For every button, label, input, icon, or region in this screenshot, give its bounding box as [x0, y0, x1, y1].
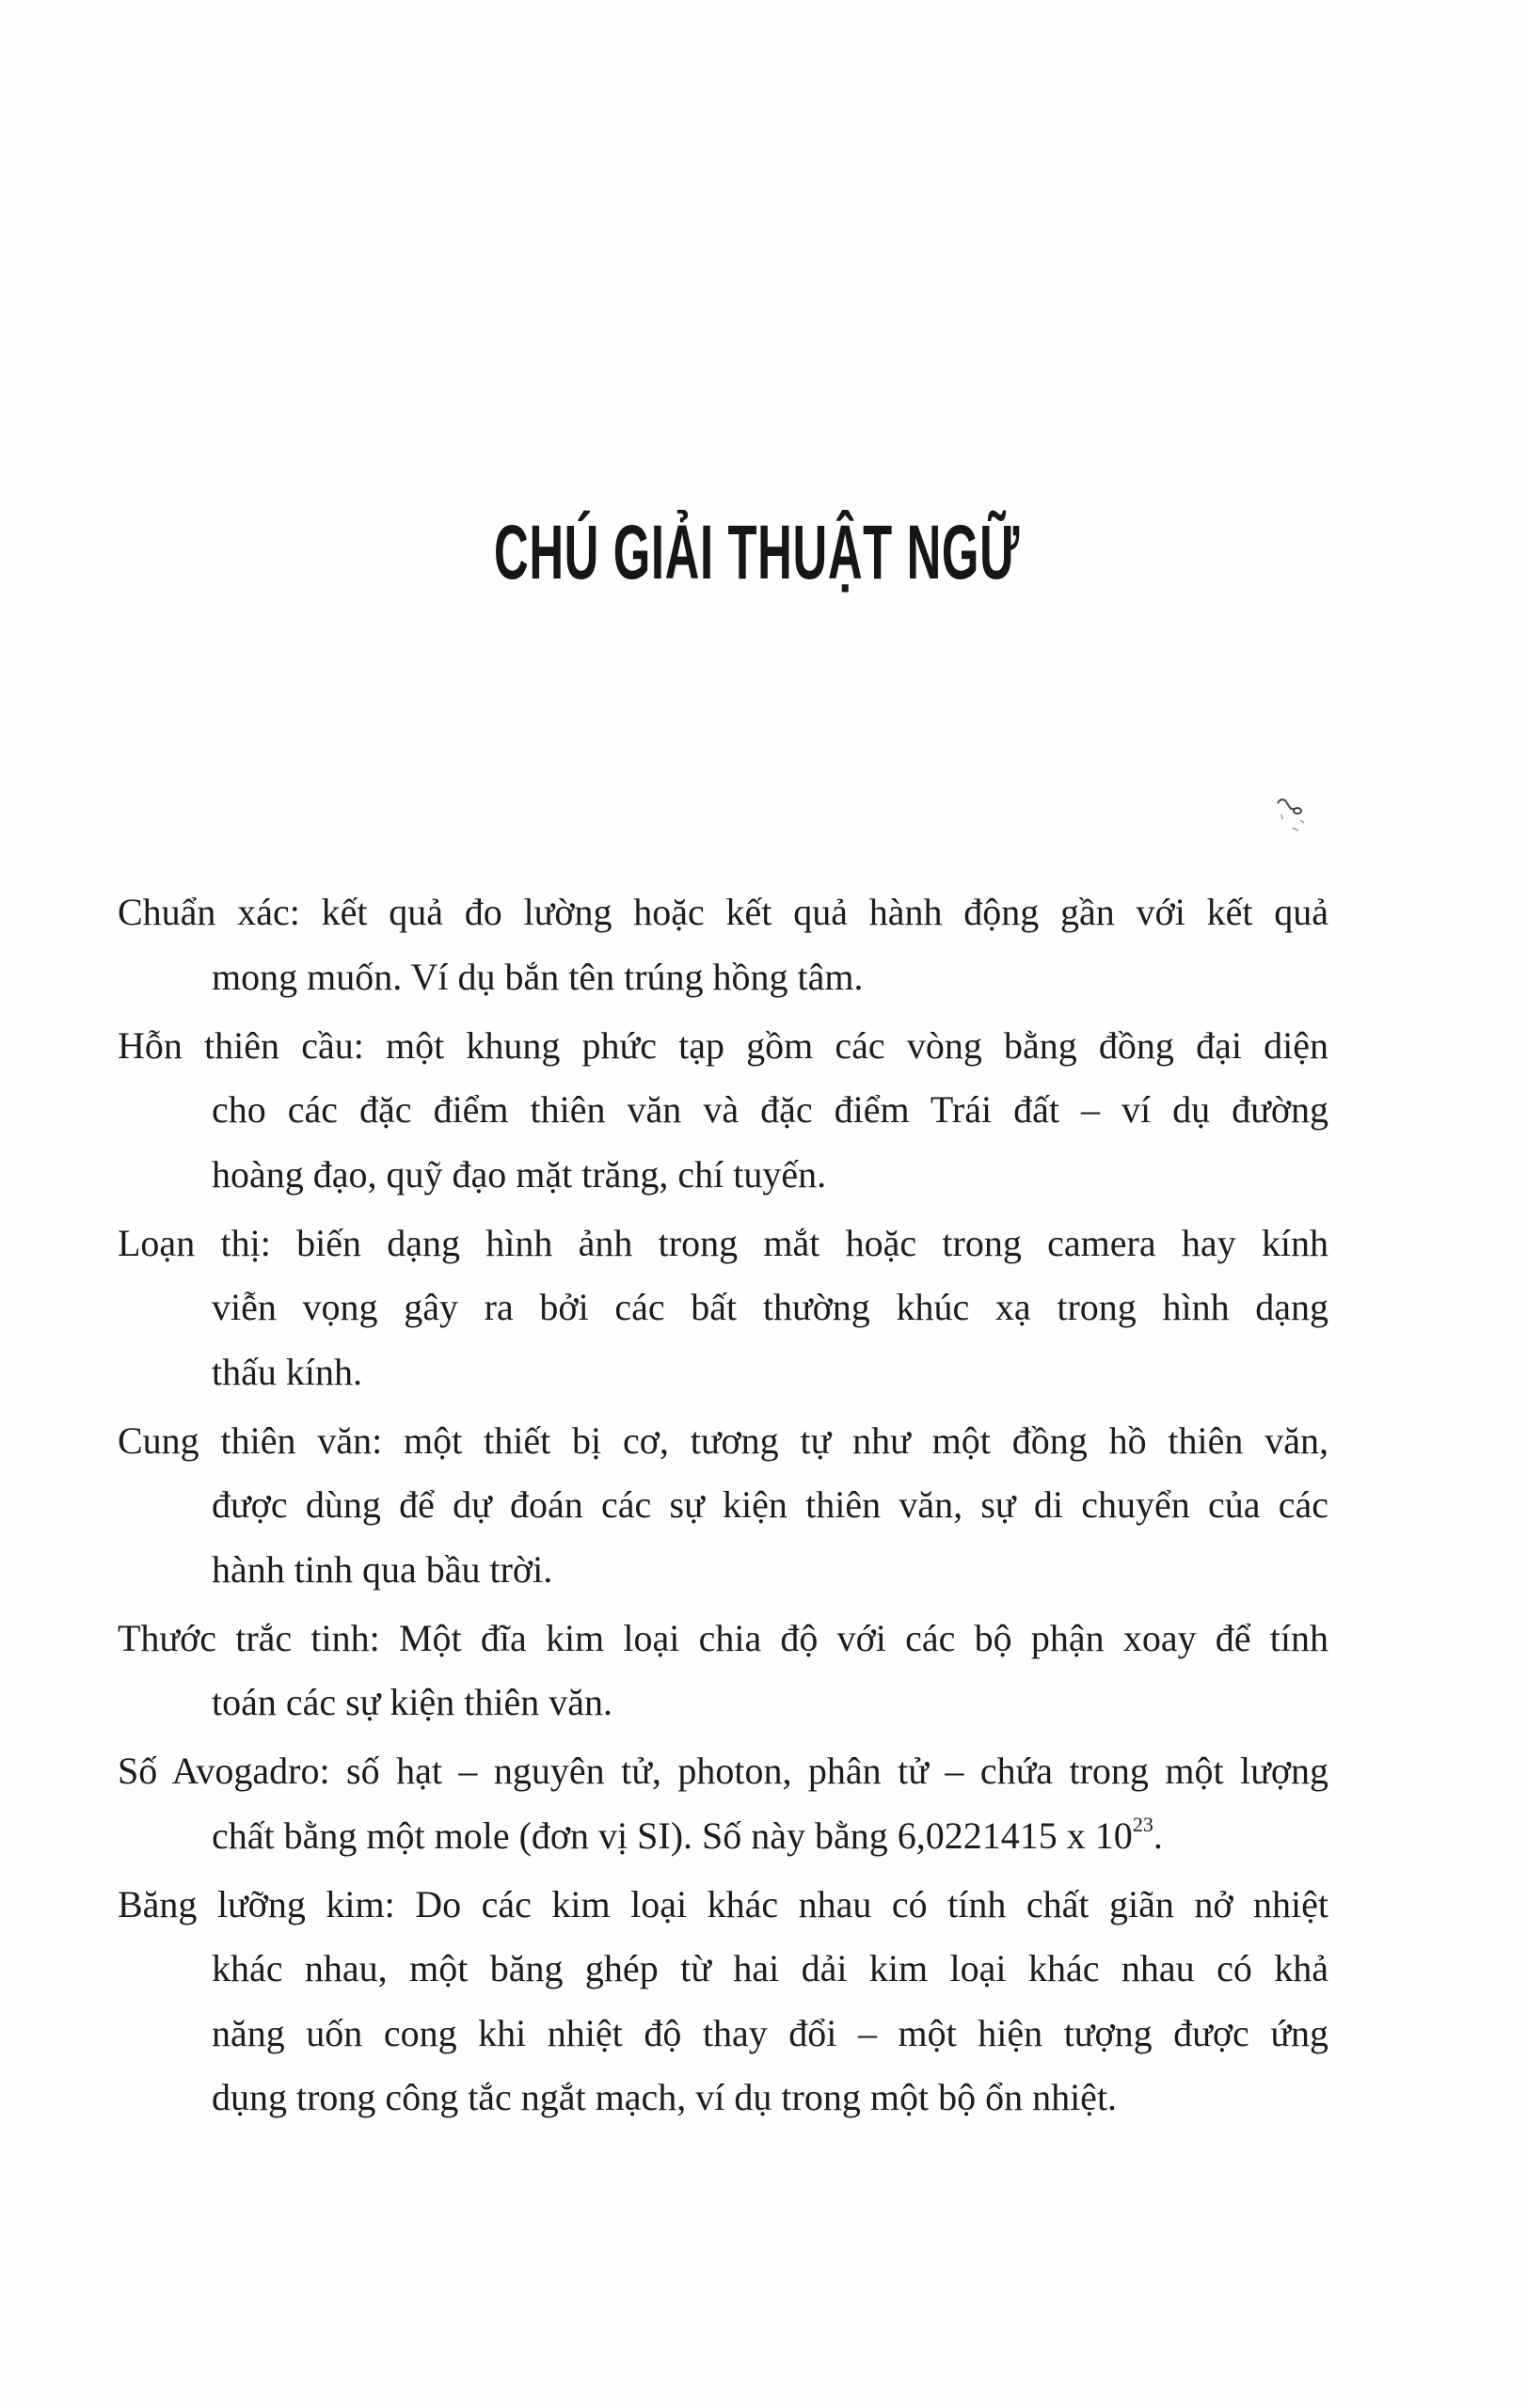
entry-line	[118, 1812, 1328, 1877]
glossary-entry-loan-thi	[118, 1219, 1328, 1413]
entry-line: Thước trắc tinh: Một đĩa kim loại chia độ với các bộ phận xoay để tính	[118, 1616, 1328, 1659]
scan-speck-mark	[1272, 792, 1312, 835]
entry-line: toán các sự kiện thiên văn.	[212, 1681, 612, 1723]
entry-line: hoàng đạo, quỹ đạo mặt trăng, chí tuyến.	[212, 1152, 827, 1196]
glossary-entry-chuan-xac	[118, 888, 1328, 1017]
entry-line: khác nhau, một băng ghép từ hai dải kim loại khác nhau có khả	[212, 1947, 1328, 1989]
entry-line-text: chất bằng một mole (đơn vị SI). Số này bằng 6,0221415 x 10	[212, 1814, 1133, 1857]
entry-line: mong muốn. Ví dụ bắn tên trúng hồng tâm.	[212, 955, 864, 998]
glossary-entry-hon-thien-cau	[118, 1022, 1328, 1215]
entry-line: dụng trong công tắc ngắt mạch, ví dụ trong một bộ ổn nhiệt.	[212, 2076, 1118, 2118]
entry-line: Loạn thị: biến dạng hình ảnh trong mắt hoặc trong camera hay kính	[118, 1221, 1328, 1264]
entry-line: Số Avogadro: số hạt – nguyên tử, photon, phân tử – chứa trong một lượng	[118, 1750, 1328, 1792]
entry-line: cho các đặc điểm thiên văn và đặc điểm Trái đất – ví dụ đường	[212, 1088, 1328, 1131]
entry-line: được dùng để dự đoán các sự kiện thiên văn, sự di chuyển của các	[212, 1483, 1328, 1526]
glossary-entry-bang-luong-kim	[118, 1880, 1328, 2138]
entry-line: Cung thiên văn: một thiết bị cơ, tương tự như một đồng hồ thiên văn,	[118, 1418, 1328, 1462]
entry-line: viễn vọng gây ra bởi các bất thường khúc xạ trong hình dạng	[212, 1286, 1328, 1328]
exponent: 23	[1132, 1812, 1153, 1836]
entry-line: hành tinh qua bầu trời.	[212, 1547, 553, 1591]
glossary-entry-so-avogadro	[118, 1747, 1328, 1876]
entry-line: Chuẩn xác: kết quả đo lường hoặc kết quả hành động gần với kết quả	[118, 891, 1328, 933]
period: .	[1153, 1814, 1163, 1857]
page-title: CHÚ GIẢI THUẬT NGỮ	[494, 510, 1020, 595]
glossary-entry-cung-thien-van	[118, 1417, 1328, 1610]
glossary-entry-thuoc-trac-tinh	[118, 1614, 1328, 1743]
entry-line: năng uốn cong khi nhiệt độ thay đổi – một hiện tượng được ứng	[212, 2011, 1328, 2054]
entry-line: thấu kính.	[212, 1350, 362, 1393]
glossary-list	[118, 888, 1328, 2142]
entry-line: Băng lưỡng kim: Do các kim loại khác nhau có tính chất giãn nở nhiệt	[118, 1882, 1328, 1925]
entry-line: Hỗn thiên cầu: một khung phức tạp gồm các vòng bằng đồng đại diện	[118, 1023, 1328, 1067]
